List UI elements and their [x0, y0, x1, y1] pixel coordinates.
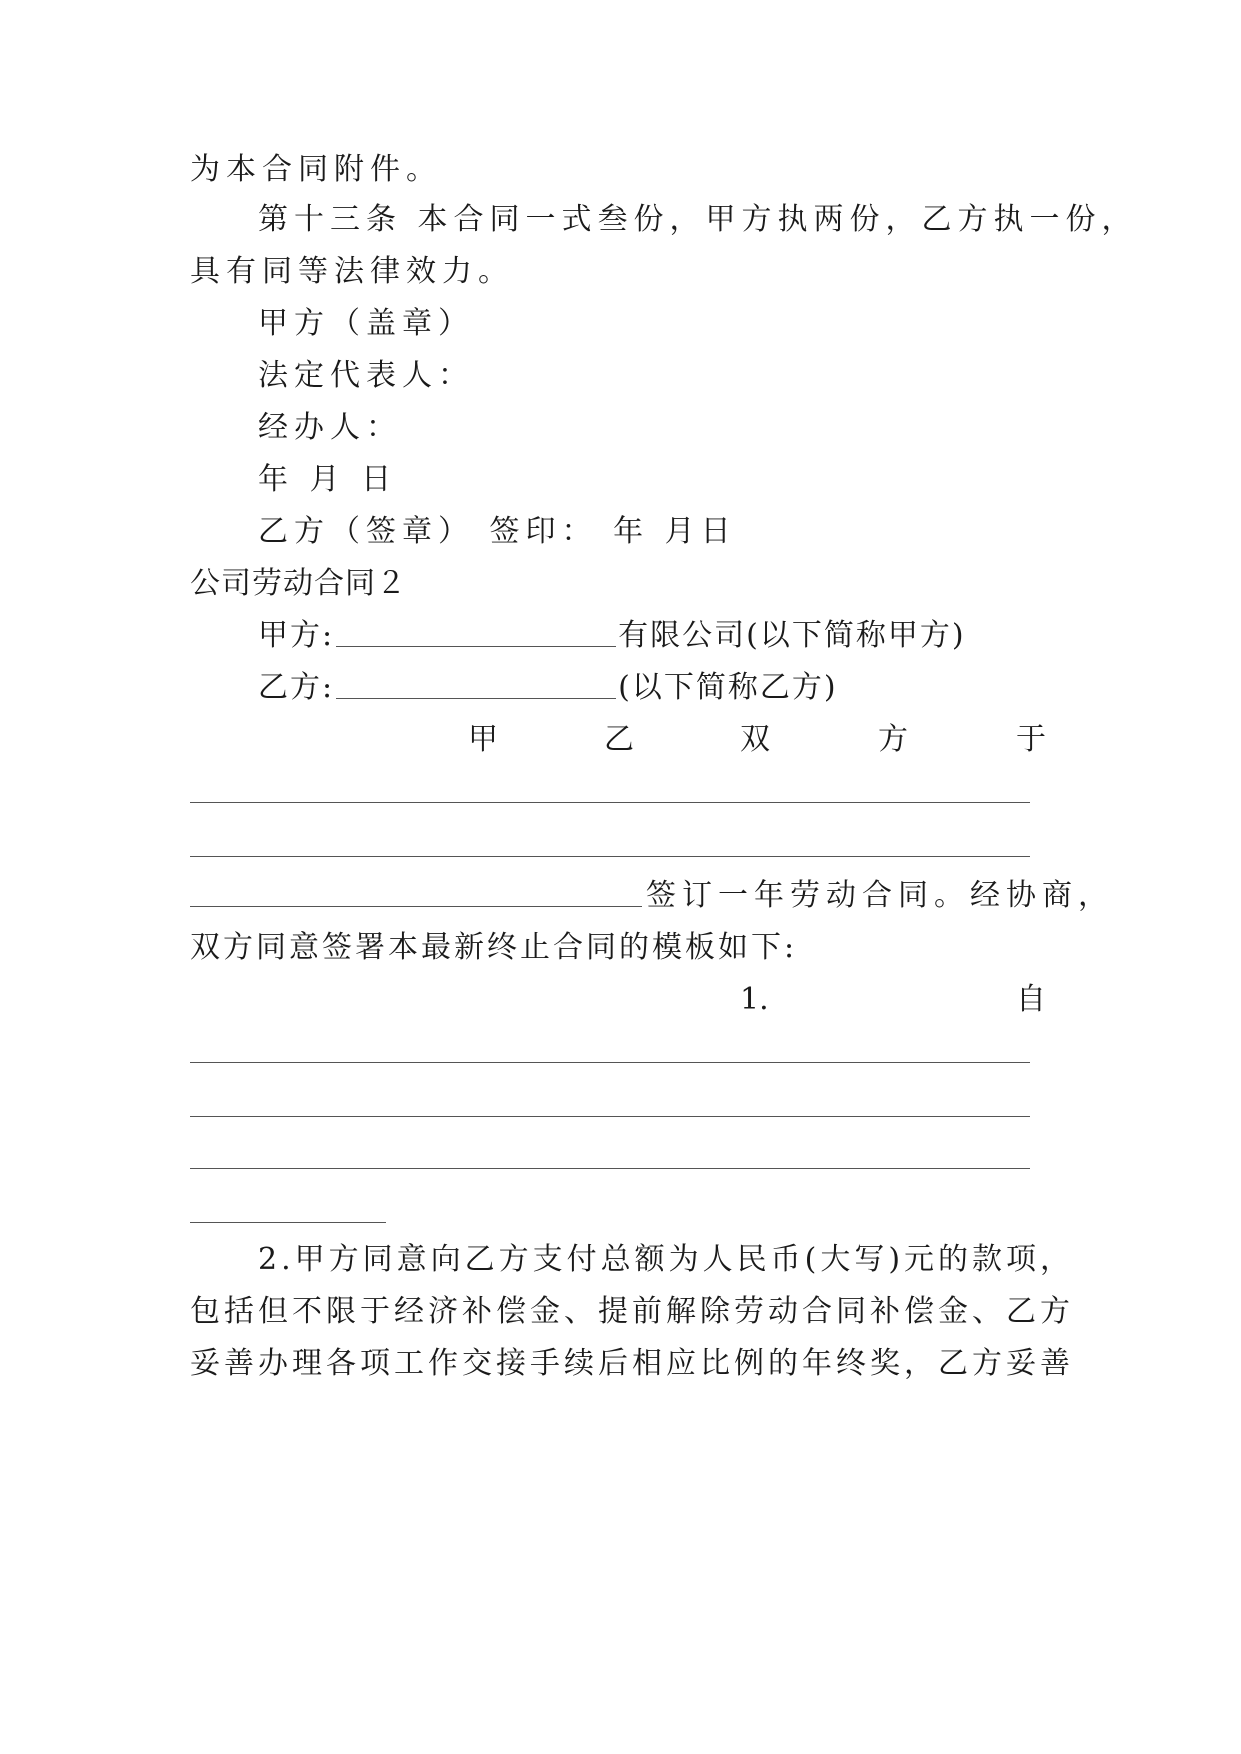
blank-line — [190, 1222, 386, 1223]
spread-char: 乙 — [604, 722, 634, 757]
party-b-suffix: (以下简称乙方) — [618, 670, 838, 705]
item-number: 1. — [740, 982, 769, 1017]
item-char: 自 — [1016, 982, 1046, 1017]
party-b-blank — [336, 698, 616, 699]
handler-label: 经办人： — [258, 410, 402, 445]
agreement-intro-line: 双方同意签署本最新终止合同的模板如下: — [190, 930, 798, 965]
party-a-seal-label: 甲方（盖章） — [258, 306, 474, 341]
contract-sign-text: 签订一年劳动合同。经协商， — [646, 878, 1114, 913]
clause-13-line-1: 第十三条 本合同一式叁份，甲方执两份，乙方执一份， — [258, 202, 1138, 237]
spread-char: 双 — [740, 722, 770, 757]
blank-line — [190, 906, 642, 907]
party-a-suffix: 有限公司(以下简称甲方) — [618, 618, 966, 653]
party-b-sign-line: 乙方（签章） 签印： 年 月日 — [258, 514, 737, 549]
blank-line — [190, 856, 1030, 857]
party-b-prefix: 乙方: — [258, 670, 335, 705]
party-a-line — [258, 616, 966, 656]
payment-line-2: 包括但不限于经济补偿金、提前解除劳动合同补偿金、乙方 — [190, 1294, 1074, 1329]
text-line: 为本合同附件。 — [190, 152, 442, 187]
legal-representative-label: 法定代表人： — [258, 358, 474, 393]
date-label: 年 月 日 — [258, 462, 398, 497]
party-b-line — [258, 668, 838, 708]
spread-char: 方 — [878, 722, 908, 757]
section-title: 公司劳动合同２ — [190, 566, 407, 601]
payment-line-1: 2.甲方同意向乙方支付总额为人民币(大写)元的款项， — [258, 1242, 1075, 1277]
blank-line — [190, 1116, 1030, 1117]
clause-13-line-2: 具有同等法律效力。 — [190, 254, 514, 289]
party-a-blank — [336, 646, 616, 647]
blank-line — [190, 802, 1030, 803]
spread-char: 于 — [1016, 722, 1046, 757]
party-a-prefix: 甲方: — [258, 618, 335, 653]
blank-line — [190, 1168, 1030, 1169]
spread-char: 甲 — [468, 722, 498, 757]
payment-line-3: 妥善办理各项工作交接手续后相应比例的年终奖，乙方妥善 — [190, 1346, 1074, 1381]
blank-line — [190, 1062, 1030, 1063]
contract-sign-line — [190, 876, 1114, 916]
